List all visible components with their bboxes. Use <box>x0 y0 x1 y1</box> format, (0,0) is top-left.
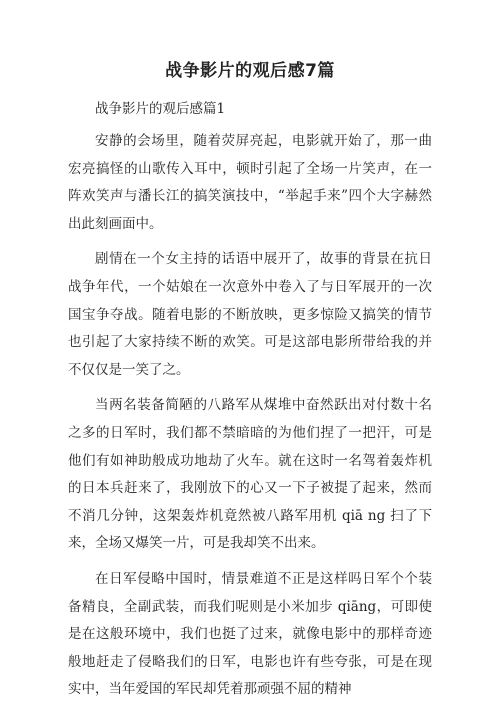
body-paragraph-4: 在日军侵略中国时，情景难道不正是这样吗日军个个装备精良，全副武装，而我们呢则是小米加步 qiāng，可即使是在这般环境中，我们也挺了过来，就像电影中的那样奇迹般地赶走了侵略我们的日军，电影也许有些夸张，可是在现实中，当年爱国的军民却凭着那顽强不屈的精神 <box>68 570 432 698</box>
body-paragraph-3: 当两名装备简陋的八路军从煤堆中奋然跃出对付数十名之多的日军时，我们都不禁暗暗的为他们捏了一把汗，可是他们有如神助般成功地劫了火车。就在这时一名驾着轰炸机的日本兵赶来了，我刚放下的心又一下子被提了起来，然而不消几分钟，这架轰炸机竟然被八路军用机 qiā ng 扫了下来，全场又爆笑一片，可是我却笑不出来。 <box>68 397 432 552</box>
document-title: 战争影片的观后感7篇 <box>165 61 335 81</box>
body-paragraph-2: 剧情在一个女主持的话语中展开了，故事的背景在抗日战争年代，一个姑娘在一次意外中卷入了与日军展开的一次国宝争夺战。随着电影的不断放映，更多惊险又搞笑的情节也引起了大家持续不断的欢笑。可是这部电影所带给我的并不仅仅是一笑了之。 <box>68 251 432 378</box>
section-subheading: 战争影片的观后感篇1 <box>95 101 226 117</box>
body-paragraph-1: 安静的会场里，随着荧屏亮起，电影就开始了，那一曲宏亮搞怪的山歌传入耳中，顿时引起了全场一片笑声，在一阵欢笑声与潘长江的搞笑演技中，“举起手来”四个大字赫然出此刻画面中。 <box>68 133 432 232</box>
